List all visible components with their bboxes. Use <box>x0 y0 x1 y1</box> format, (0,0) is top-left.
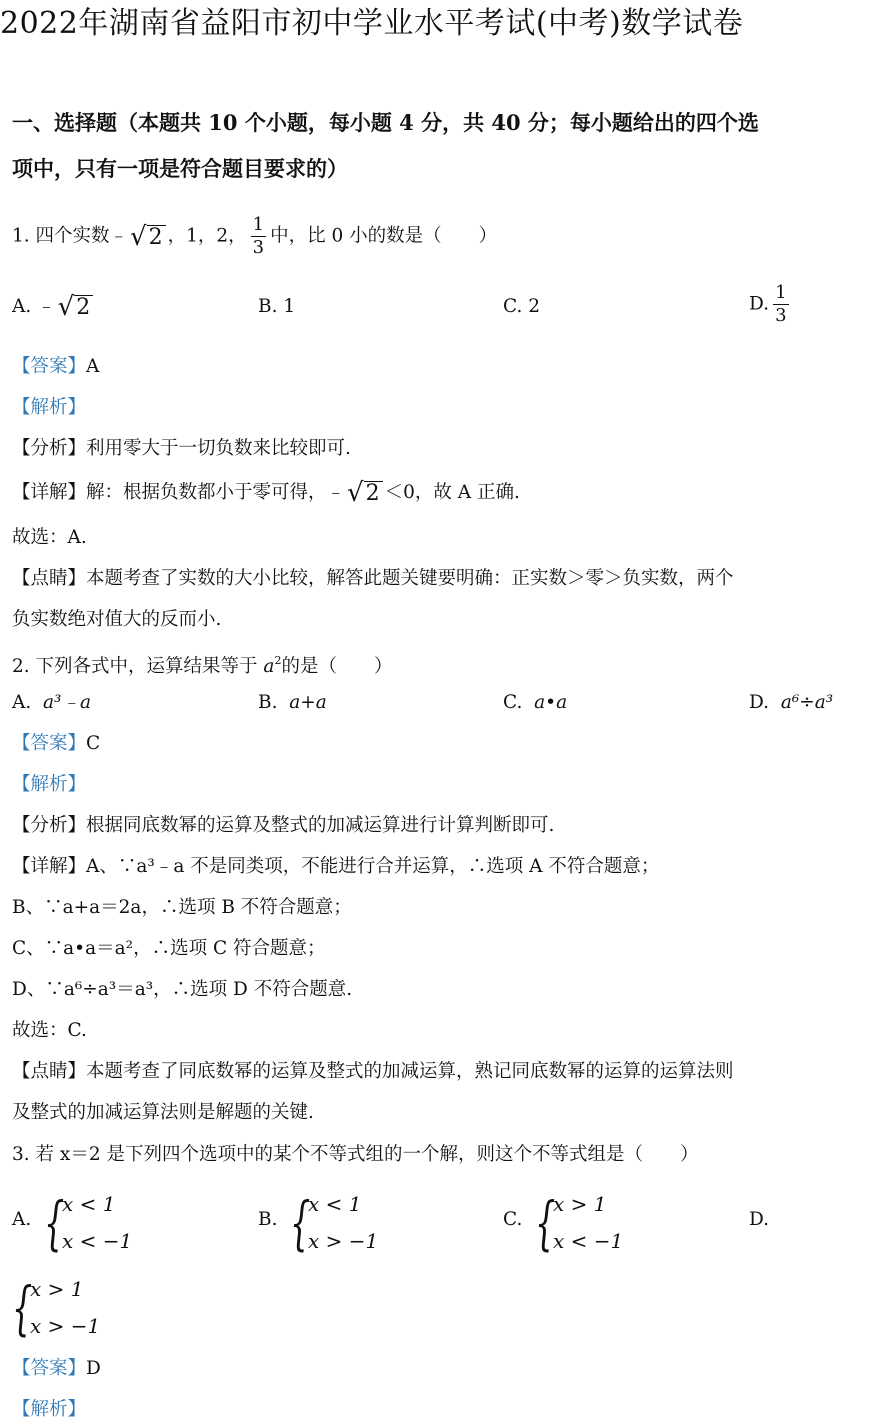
q2-option-c: C. a•a <box>503 692 568 713</box>
brace-icon: { <box>290 1189 311 1257</box>
q2-xiangjie-a: 【详解】A、∵a³﹣a 不是同类项，不能进行合并运算，∴选项 A 不符合题意； <box>12 856 660 877</box>
q3-option-a-label: A. <box>12 1209 32 1230</box>
q1-option-a: A. ﹣ √ 2 <box>12 292 95 322</box>
q1-fenxi: 【分析】利用零大于一切负数来比较即可. <box>12 438 351 459</box>
section-heading-line-1: 一、选择题（本题共 10 个小题，每小题 4 分，共 40 分；每小题给出的四个选 <box>12 110 759 135</box>
q1-answer: 【答案】A <box>12 356 100 377</box>
question-2-stem: 2. 下列各式中，运算结果等于 $a^2$的是（ ） <box>12 654 393 677</box>
q1-stem-part-c: 中，比 0 小的数是（ ） <box>270 225 498 247</box>
q1-option-c: C. 2 <box>503 296 541 317</box>
q1-analysis-tag: 【解析】 <box>12 397 87 418</box>
q3-answer: 【答案】D <box>12 1358 101 1379</box>
q1-option-d: D. $\frac{1}{3}$ <box>749 282 787 326</box>
brace-icon: { <box>44 1189 65 1257</box>
q2-option-b: B. a+a <box>258 692 327 713</box>
q3-option-c-label: C. <box>503 1209 523 1230</box>
q2-guxuan: 故选：C. <box>12 1020 87 1041</box>
sqrt-symbol: √ 2 <box>347 480 383 506</box>
q2-xiangjie-b: B、∵a+a＝2a，∴选项 B 不符合题意； <box>12 897 352 918</box>
q2-dianjing-1: 【点睛】本题考查了同底数幂的运算及整式的加减运算，熟记同底数幂的运算的运算法则 <box>12 1061 734 1082</box>
q2-option-a: A. a³﹣a <box>12 692 91 713</box>
sqrt-symbol: √ 2 <box>130 224 166 250</box>
fraction: $\frac{1}{3}$ <box>252 214 265 258</box>
q2-dianjing-2: 及整式的加减运算法则是解题的关键. <box>12 1102 314 1123</box>
fraction: $\frac{1}{3}$ <box>775 282 787 326</box>
q2-option-d: D. a⁶÷a³ <box>749 692 834 713</box>
document-title: 2022年湖南省益阳市初中学业水平考试(中考)数学试卷 <box>0 6 744 41</box>
q3-option-b-label: B. <box>258 1209 278 1230</box>
q1-xiangjie: 【详解】解：根据负数都小于零可得，﹣ √ 2 ＜0，故 A 正确. <box>12 478 520 508</box>
q2-xiangjie-d: D、∵a⁶÷a³＝a³，∴选项 D 不符合题意. <box>12 979 353 1000</box>
q3-analysis-tag: 【解析】 <box>12 1399 87 1420</box>
sqrt-symbol: √ 2 <box>58 294 94 320</box>
q1-stem-part-a: 1. 四个实数﹣ <box>12 225 129 247</box>
q1-dianjing-2: 负实数绝对值大的反而小. <box>12 609 222 630</box>
question-3-stem: 3. 若 x＝2 是下列四个选项中的某个不等式组的一个解，则这个不等式组是（ ） <box>12 1144 699 1165</box>
answer-tag: 【答案】 <box>12 356 87 377</box>
q1-option-b: B. 1 <box>258 296 296 317</box>
brace-icon: { <box>12 1274 33 1342</box>
brace-icon: { <box>535 1189 556 1257</box>
q1-guxuan: 故选：A. <box>12 527 87 548</box>
q3-option-d-label: D. <box>749 1209 770 1230</box>
q1-stem-part-b: ，1，2， <box>167 225 247 247</box>
q2-analysis-tag: 【解析】 <box>12 774 87 795</box>
q2-answer: 【答案】C <box>12 733 101 754</box>
question-1-stem <box>12 214 497 259</box>
section-heading-line-2: 项中，只有一项是符合题目要求的） <box>12 156 348 181</box>
q1-dianjing-1: 【点睛】本题考查了实数的大小比较，解答此题关键要明确：正实数＞零＞负实数，两个 <box>12 568 734 589</box>
q2-xiangjie-c: C、∵a•a＝a²，∴选项 C 符合题意； <box>12 938 326 959</box>
q2-fenxi: 【分析】根据同底数幂的运算及整式的加减运算进行计算判断即可. <box>12 815 555 836</box>
